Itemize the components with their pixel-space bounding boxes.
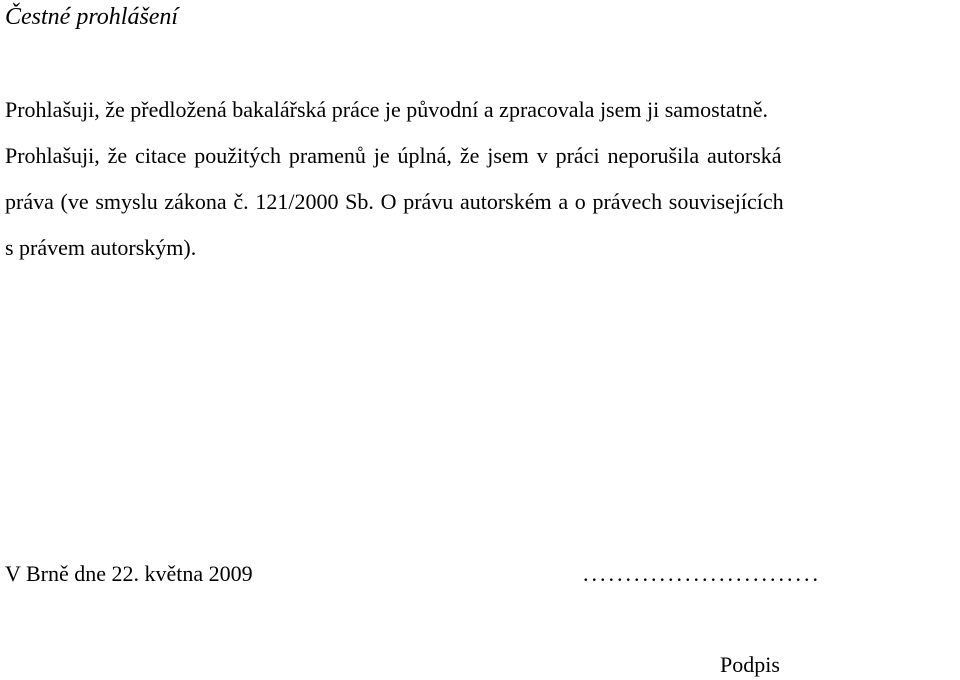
paragraph-line: práva (ve smyslu zákona č. 121/2000 Sb. O právu autorském a o právech souvisejících <box>5 189 784 214</box>
declaration-heading: Čestné prohlášení <box>5 4 179 30</box>
paragraph-line: s právem autorským). <box>5 235 197 260</box>
signature-line: ............................ <box>583 561 821 586</box>
paragraph-line: Prohlašuji, že citace použitých pramenů je úplná, že jsem v práci neporušila autorská <box>5 143 782 168</box>
place-and-date: V Brně dne 22. května 2009 <box>5 561 253 586</box>
signature-label: Podpis <box>720 652 780 677</box>
paragraph-line: Prohlašuji, že předložená bakalářská práce je původní a zpracovala jsem ji samostatně. <box>5 97 768 122</box>
